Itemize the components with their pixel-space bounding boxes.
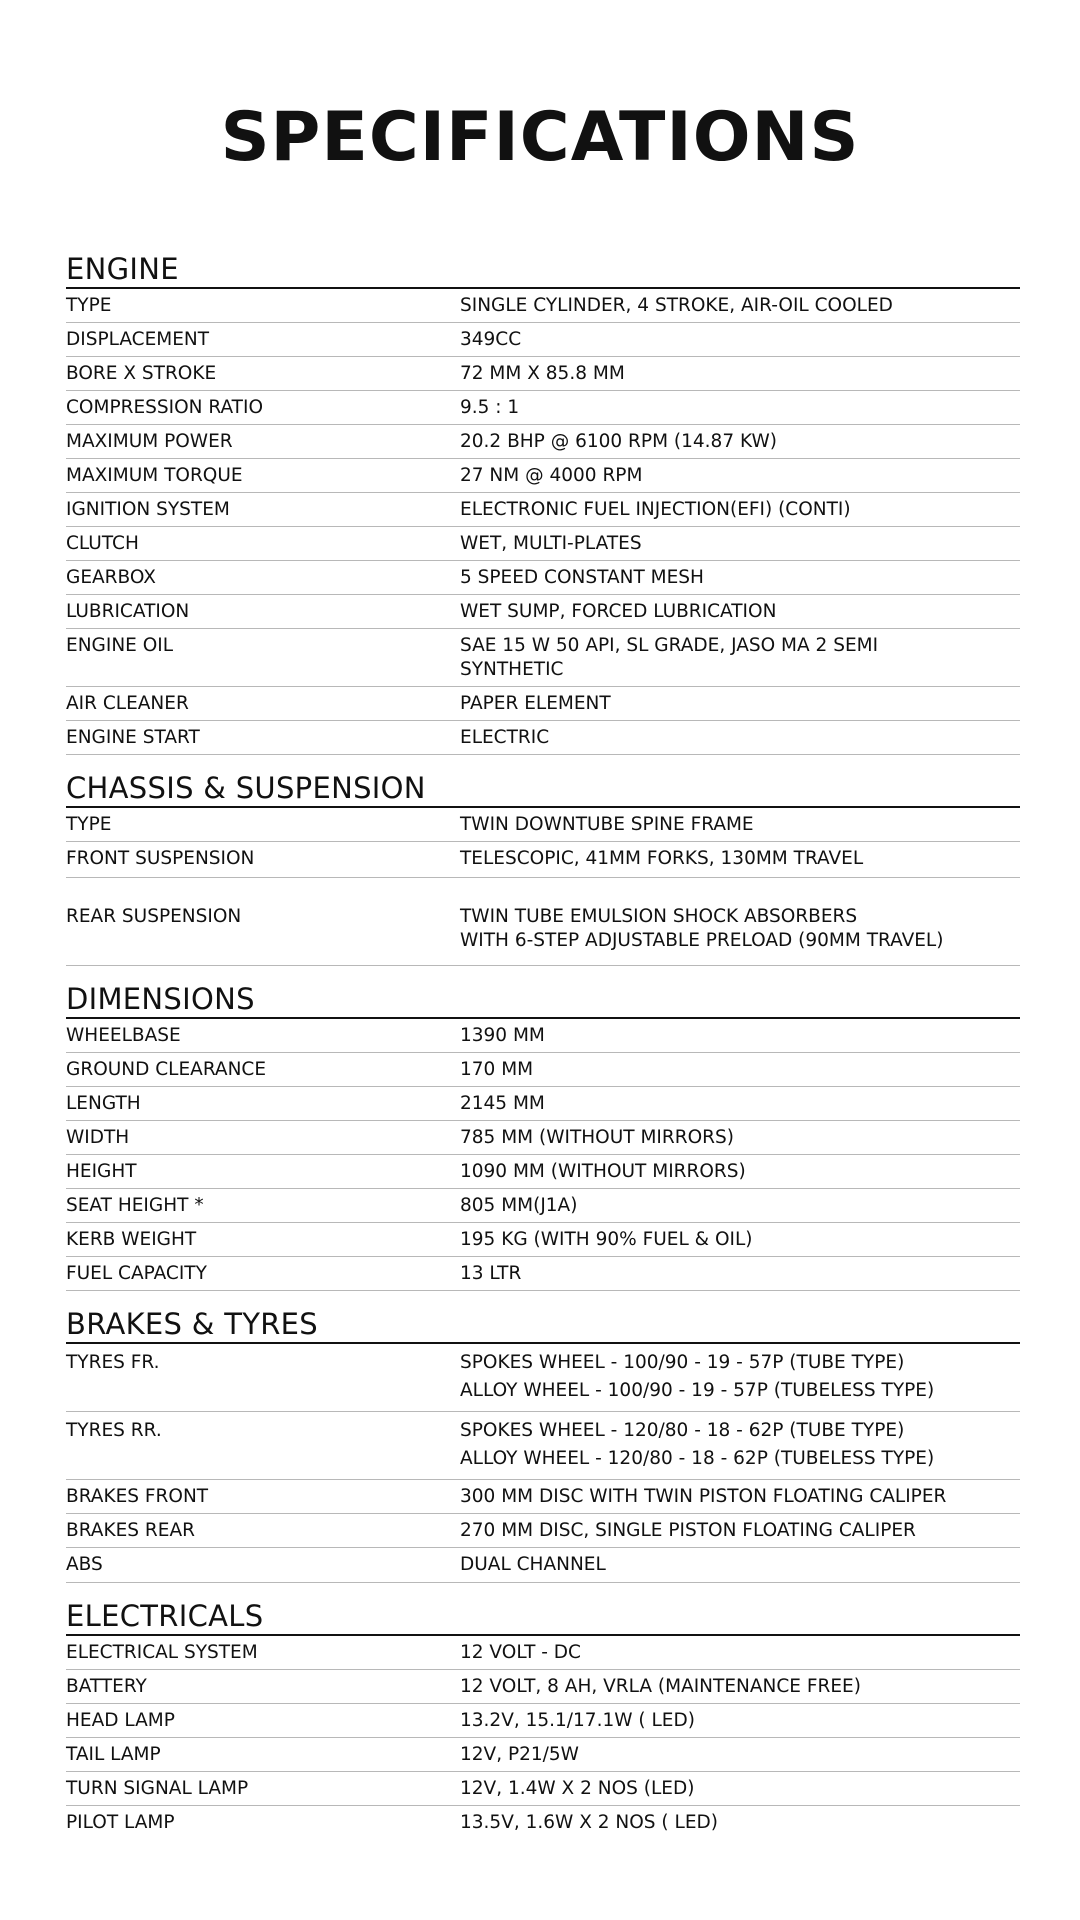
spec-value: PAPER ELEMENT <box>460 693 611 714</box>
section-title: DIMENSIONS <box>66 982 255 1016</box>
spec-value: 805 MM(J1A) <box>460 1195 578 1216</box>
spec-row <box>66 1053 1020 1087</box>
spec-row <box>66 629 1020 687</box>
spec-value: 13 LTR <box>460 1263 522 1284</box>
spec-label: FUEL CAPACITY <box>66 1263 207 1284</box>
spec-value: ELECTRONIC FUEL INJECTION(EFI) (CONTI) <box>460 499 851 520</box>
spec-label: BATTERY <box>66 1676 147 1697</box>
spec-row <box>66 323 1020 357</box>
spec-value: 9.5 : 1 <box>460 397 520 418</box>
spec-value: 270 MM DISC, SINGLE PISTON FLOATING CALIPER <box>460 1520 916 1541</box>
spec-value: DUAL CHANNEL <box>460 1554 606 1575</box>
spec-value: 300 MM DISC WITH TWIN PISTON FLOATING CALIPER <box>460 1486 947 1507</box>
spec-label: TYPE <box>66 814 112 835</box>
spec-label: TURN SIGNAL LAMP <box>66 1778 249 1799</box>
spec-value: 12V, 1.4W X 2 NOS (LED) <box>460 1778 695 1799</box>
spec-value: ELECTRIC <box>460 727 550 748</box>
spec-label: HEAD LAMP <box>66 1710 175 1731</box>
spec-row <box>66 1806 1020 1840</box>
section-chassis-suspension <box>66 771 1020 966</box>
spec-row <box>66 1189 1020 1223</box>
spec-value: 27 NM @ 4000 RPM <box>460 465 643 486</box>
spec-row <box>66 1121 1020 1155</box>
spec-label: HEIGHT <box>66 1161 137 1182</box>
spec-row <box>66 842 1020 878</box>
spec-label: DISPLACEMENT <box>66 329 210 350</box>
spec-value: 349CC <box>460 329 522 350</box>
spec-row <box>66 391 1020 425</box>
spec-value: 13.2V, 15.1/17.1W ( LED) <box>460 1710 695 1731</box>
section-dimensions <box>66 982 1020 1291</box>
section-title: ELECTRICALS <box>66 1599 264 1633</box>
spec-value: 2145 MM <box>460 1093 545 1114</box>
spec-sheet <box>66 252 1020 1840</box>
spec-label: BORE X STROKE <box>66 363 217 384</box>
spec-value: 170 MM <box>460 1059 534 1080</box>
spec-label: ELECTRICAL SYSTEM <box>66 1642 258 1663</box>
spec-row <box>66 721 1020 755</box>
spec-value: SPOKES WHEEL - 100/90 - 19 - 57P (TUBE TYPE) ALLOY WHEEL - 100/90 - 19 - 57P (TUBELESS TYPE) <box>460 1352 935 1401</box>
spec-row <box>66 1738 1020 1772</box>
spec-value: 13.5V, 1.6W X 2 NOS ( LED) <box>460 1812 718 1833</box>
spec-row <box>66 878 1020 966</box>
spec-row <box>66 1257 1020 1291</box>
spec-label: WIDTH <box>66 1127 130 1148</box>
spec-label: IGNITION SYSTEM <box>66 499 230 520</box>
section-title: CHASSIS & SUSPENSION <box>66 771 426 805</box>
spec-row <box>66 1636 1020 1670</box>
spec-row <box>66 357 1020 391</box>
spec-row <box>66 1548 1020 1583</box>
section-title: ENGINE <box>66 252 179 286</box>
spec-label: AIR CLEANER <box>66 693 189 714</box>
spec-row <box>66 1704 1020 1738</box>
spec-row <box>66 595 1020 629</box>
page-title: SPECIFICATIONS <box>220 98 860 177</box>
section-electricals <box>66 1599 1020 1840</box>
spec-value: 12 VOLT - DC <box>460 1642 581 1663</box>
spec-label: TYRES RR. <box>66 1420 162 1441</box>
spec-row <box>66 1670 1020 1704</box>
section-brakes-tyres <box>66 1307 1020 1583</box>
spec-label: TYRES FR. <box>66 1352 160 1373</box>
spec-label: ENGINE OIL <box>66 635 174 656</box>
spec-label: SEAT HEIGHT * <box>66 1195 204 1216</box>
spec-row <box>66 1223 1020 1257</box>
spec-label: TAIL LAMP <box>66 1744 161 1765</box>
spec-label: REAR SUSPENSION <box>66 906 242 927</box>
spec-row <box>66 527 1020 561</box>
spec-row <box>66 561 1020 595</box>
section-title: BRAKES & TYRES <box>66 1307 319 1341</box>
spec-row <box>66 289 1020 323</box>
spec-row <box>66 1344 1020 1412</box>
spec-label: MAXIMUM TORQUE <box>66 465 243 486</box>
spec-label: BRAKES FRONT <box>66 1486 209 1507</box>
spec-row <box>66 687 1020 721</box>
spec-row <box>66 459 1020 493</box>
spec-value: 12V, P21/5W <box>460 1744 579 1765</box>
spec-value: SINGLE CYLINDER, 4 STROKE, AIR-OIL COOLED <box>460 295 893 316</box>
spec-value: 1090 MM (WITHOUT MIRRORS) <box>460 1161 746 1182</box>
spec-row <box>66 1412 1020 1480</box>
spec-value: TELESCOPIC, 41MM FORKS, 130MM TRAVEL <box>460 848 864 869</box>
spec-value: WET SUMP, FORCED LUBRICATION <box>460 601 777 622</box>
spec-label: GEARBOX <box>66 567 156 588</box>
spec-value: 20.2 BHP @ 6100 RPM (14.87 KW) <box>460 431 777 452</box>
spec-row <box>66 1514 1020 1548</box>
spec-value: 5 SPEED CONSTANT MESH <box>460 567 704 588</box>
spec-value: SPOKES WHEEL - 120/80 - 18 - 62P (TUBE TYPE) ALLOY WHEEL - 120/80 - 18 - 62P (TUBELESS TYPE) <box>460 1420 935 1469</box>
spec-label: LENGTH <box>66 1093 141 1114</box>
spec-row <box>66 425 1020 459</box>
spec-value: TWIN TUBE EMULSION SHOCK ABSORBERS WITH 6-STEP ADJUSTABLE PRELOAD (90MM TRAVEL) <box>460 906 944 951</box>
section-engine <box>66 252 1020 755</box>
spec-label: GROUND CLEARANCE <box>66 1059 267 1080</box>
spec-row <box>66 808 1020 842</box>
spec-value: 12 VOLT, 8 AH, VRLA (MAINTENANCE FREE) <box>460 1676 861 1697</box>
spec-value: 785 MM (WITHOUT MIRRORS) <box>460 1127 734 1148</box>
spec-value: WET, MULTI-PLATES <box>460 533 642 554</box>
spec-label: BRAKES REAR <box>66 1520 195 1541</box>
spec-value: 72 MM X 85.8 MM <box>460 363 625 384</box>
spec-value: SAE 15 W 50 API, SL GRADE, JASO MA 2 SEMI SYNTHETIC <box>460 635 879 680</box>
spec-label: CLUTCH <box>66 533 139 554</box>
spec-label: COMPRESSION RATIO <box>66 397 264 418</box>
spec-value: TWIN DOWNTUBE SPINE FRAME <box>460 814 754 835</box>
spec-label: ENGINE START <box>66 727 200 748</box>
spec-value: 1390 MM <box>460 1025 545 1046</box>
spec-row <box>66 1087 1020 1121</box>
spec-label: FRONT SUSPENSION <box>66 848 255 869</box>
spec-row <box>66 1772 1020 1806</box>
spec-row <box>66 1480 1020 1514</box>
spec-label: LUBRICATION <box>66 601 190 622</box>
spec-label: WHEELBASE <box>66 1025 181 1046</box>
spec-row <box>66 1155 1020 1189</box>
spec-label: KERB WEIGHT <box>66 1229 197 1250</box>
spec-row <box>66 493 1020 527</box>
spec-label: PILOT LAMP <box>66 1812 175 1833</box>
spec-label: ABS <box>66 1554 103 1575</box>
spec-label: TYPE <box>66 295 112 316</box>
spec-row <box>66 1019 1020 1053</box>
spec-value: 195 KG (WITH 90% FUEL & OIL) <box>460 1229 753 1250</box>
spec-label: MAXIMUM POWER <box>66 431 233 452</box>
